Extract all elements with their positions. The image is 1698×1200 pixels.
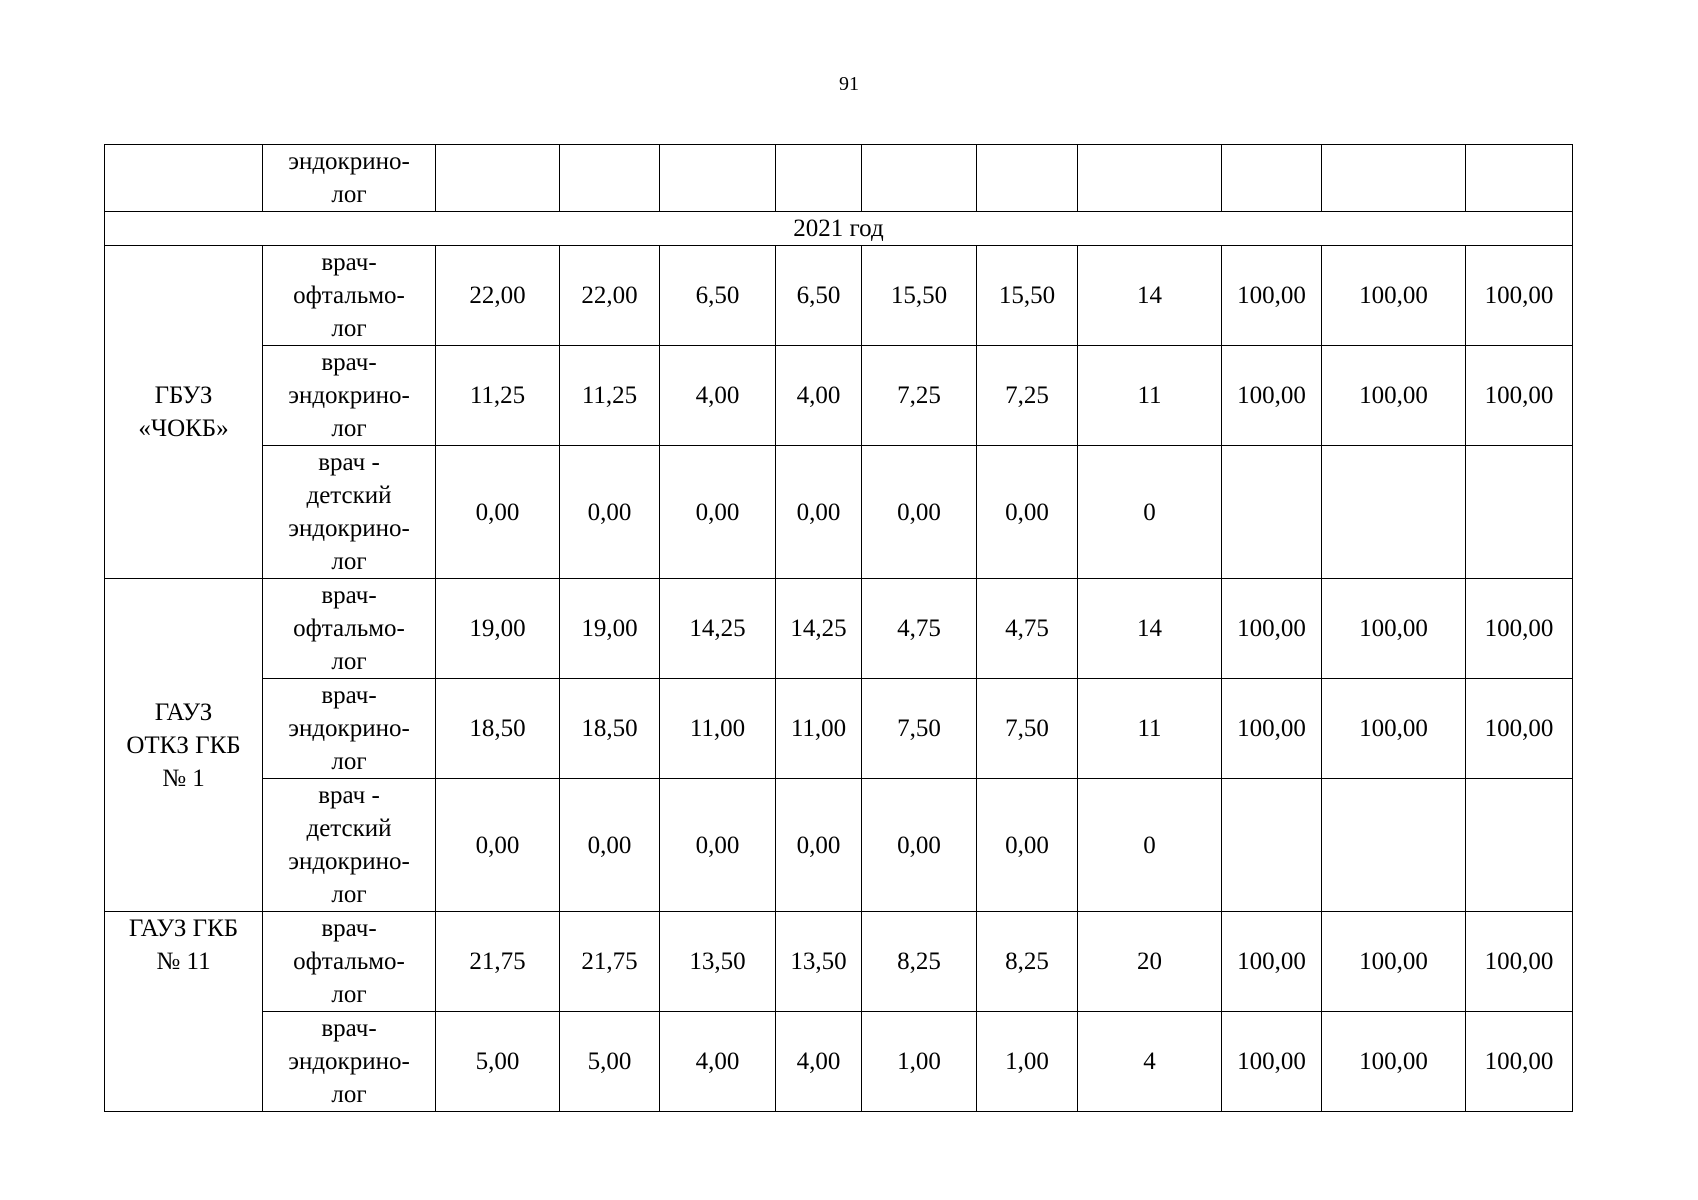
value-cell [1222, 446, 1322, 579]
value-cell: 0,00 [436, 446, 560, 579]
value-cell [776, 145, 862, 212]
value-cell: 11,00 [776, 679, 862, 779]
specialty-cell: эндокрино- лог [263, 145, 436, 212]
table-body [105, 145, 1573, 1112]
value-cell: 100,00 [1222, 1012, 1322, 1112]
value-cell [1322, 779, 1466, 912]
value-cell: 0,00 [436, 779, 560, 912]
value-cell: 100,00 [1222, 679, 1322, 779]
value-cell: 0,00 [560, 446, 660, 579]
value-cell: 14 [1078, 246, 1222, 346]
value-cell: 0,00 [977, 446, 1078, 579]
value-cell [1466, 446, 1573, 579]
value-cell: 18,50 [436, 679, 560, 779]
value-cell: 0,00 [862, 779, 977, 912]
value-cell: 0,00 [776, 446, 862, 579]
value-cell: 1,00 [862, 1012, 977, 1112]
value-cell: 20 [1078, 912, 1222, 1012]
value-cell: 100,00 [1466, 346, 1573, 446]
value-cell: 14,25 [776, 579, 862, 679]
value-cell: 100,00 [1322, 679, 1466, 779]
value-cell: 6,50 [776, 246, 862, 346]
value-cell: 15,50 [862, 246, 977, 346]
value-cell: 0,00 [660, 446, 776, 579]
value-cell: 0,00 [776, 779, 862, 912]
org-cell: ГБУЗ «ЧОКБ» [105, 246, 263, 579]
value-cell: 0 [1078, 779, 1222, 912]
year-row [105, 212, 1573, 246]
value-cell: 4,75 [977, 579, 1078, 679]
value-cell: 22,00 [560, 246, 660, 346]
table-row [105, 1012, 1573, 1112]
value-cell: 8,25 [862, 912, 977, 1012]
value-cell: 13,50 [660, 912, 776, 1012]
value-cell: 11,25 [560, 346, 660, 446]
table-row [105, 579, 1573, 679]
value-cell: 100,00 [1222, 346, 1322, 446]
value-cell: 4,00 [776, 346, 862, 446]
year-label: 2021 год [105, 212, 1573, 246]
value-cell: 0,00 [977, 779, 1078, 912]
value-cell: 100,00 [1322, 1012, 1466, 1112]
value-cell: 100,00 [1466, 579, 1573, 679]
value-cell: 14 [1078, 579, 1222, 679]
value-cell [436, 145, 560, 212]
value-cell: 11 [1078, 346, 1222, 446]
page-number: 91 [839, 73, 859, 95]
value-cell: 0,00 [560, 779, 660, 912]
table-row [105, 246, 1573, 346]
value-cell: 21,75 [436, 912, 560, 1012]
value-cell: 100,00 [1466, 246, 1573, 346]
value-cell: 1,00 [977, 1012, 1078, 1112]
value-cell: 11,25 [436, 346, 560, 446]
specialty-cell: врач - детский эндокрино- лог [263, 779, 436, 912]
value-cell [660, 145, 776, 212]
value-cell [1222, 145, 1322, 212]
value-cell: 100,00 [1222, 912, 1322, 1012]
table-row [105, 446, 1573, 579]
table-row-continued [105, 145, 1573, 212]
value-cell: 11 [1078, 679, 1222, 779]
value-cell [1466, 145, 1573, 212]
value-cell: 0,00 [660, 779, 776, 912]
value-cell: 7,25 [862, 346, 977, 446]
value-cell: 100,00 [1466, 679, 1573, 779]
value-cell: 100,00 [1322, 346, 1466, 446]
value-cell: 19,00 [436, 579, 560, 679]
specialty-cell: врач- офтальмо- лог [263, 246, 436, 346]
org-cell: ГАУЗ ГКБ № 11 [105, 912, 263, 1112]
value-cell: 4,75 [862, 579, 977, 679]
value-cell: 4,00 [776, 1012, 862, 1112]
value-cell: 18,50 [560, 679, 660, 779]
value-cell [1078, 145, 1222, 212]
specialty-cell: врач- офтальмо- лог [263, 912, 436, 1012]
value-cell: 100,00 [1222, 579, 1322, 679]
specialty-cell: врач- офтальмо- лог [263, 579, 436, 679]
table-row [105, 679, 1573, 779]
value-cell: 7,50 [977, 679, 1078, 779]
value-cell: 4,00 [660, 1012, 776, 1112]
table-row [105, 346, 1573, 446]
table-row [105, 779, 1573, 912]
value-cell [1322, 446, 1466, 579]
org-cell: ГАУЗ ОТКЗ ГКБ № 1 [105, 579, 263, 912]
value-cell: 0 [1078, 446, 1222, 579]
value-cell: 22,00 [436, 246, 560, 346]
value-cell [560, 145, 660, 212]
value-cell: 4,00 [660, 346, 776, 446]
value-cell: 0,00 [862, 446, 977, 579]
specialty-cell: врач- эндокрино- лог [263, 1012, 436, 1112]
value-cell: 15,50 [977, 246, 1078, 346]
value-cell [1466, 779, 1573, 912]
value-cell: 13,50 [776, 912, 862, 1012]
value-cell: 100,00 [1322, 579, 1466, 679]
value-cell: 7,50 [862, 679, 977, 779]
value-cell: 5,00 [560, 1012, 660, 1112]
value-cell: 8,25 [977, 912, 1078, 1012]
value-cell: 11,00 [660, 679, 776, 779]
staffing-table [104, 144, 1573, 1112]
value-cell: 100,00 [1322, 912, 1466, 1012]
table-row [105, 912, 1573, 1012]
value-cell: 5,00 [436, 1012, 560, 1112]
value-cell [977, 145, 1078, 212]
value-cell [862, 145, 977, 212]
specialty-cell: врач - детский эндокрино- лог [263, 446, 436, 579]
value-cell: 7,25 [977, 346, 1078, 446]
value-cell: 100,00 [1466, 912, 1573, 1012]
value-cell: 19,00 [560, 579, 660, 679]
value-cell: 100,00 [1466, 1012, 1573, 1112]
specialty-cell: врач- эндокрино- лог [263, 679, 436, 779]
specialty-cell: врач- эндокрино- лог [263, 346, 436, 446]
org-cell [105, 145, 263, 212]
value-cell [1322, 145, 1466, 212]
value-cell: 4 [1078, 1012, 1222, 1112]
value-cell: 21,75 [560, 912, 660, 1012]
value-cell [1222, 779, 1322, 912]
value-cell: 6,50 [660, 246, 776, 346]
value-cell: 14,25 [660, 579, 776, 679]
value-cell: 100,00 [1322, 246, 1466, 346]
value-cell: 100,00 [1222, 246, 1322, 346]
